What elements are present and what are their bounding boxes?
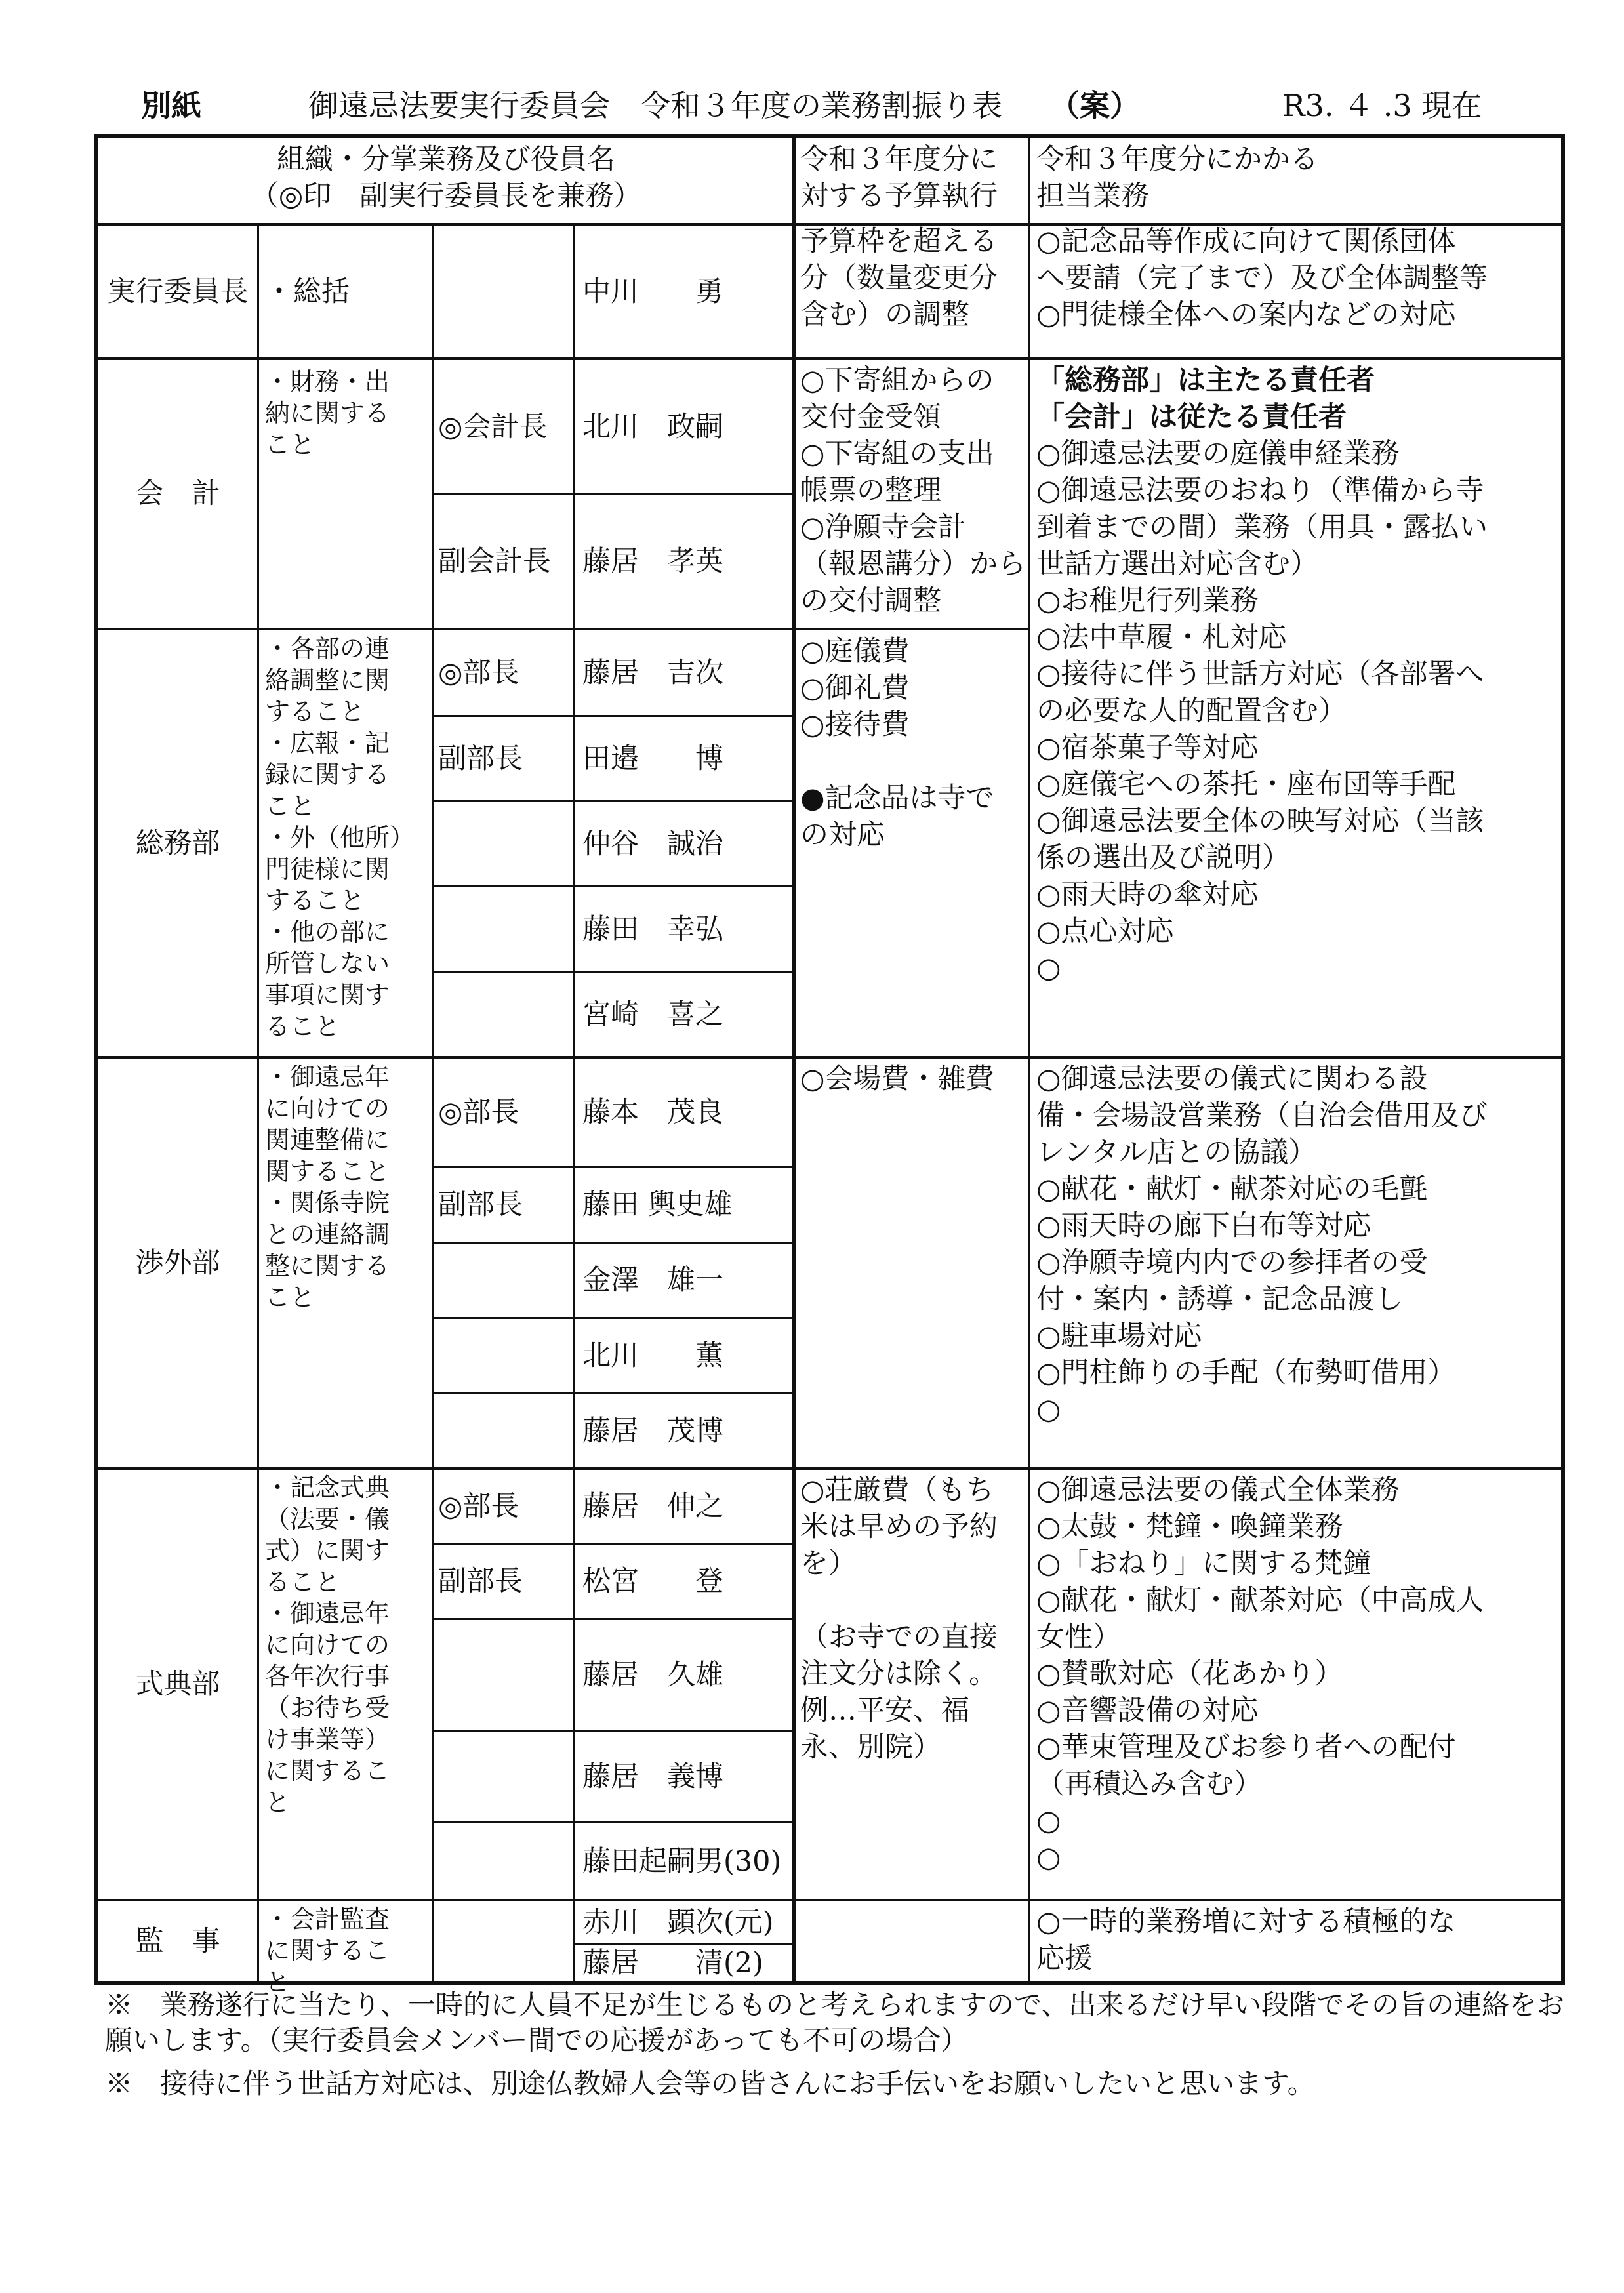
general-label: 総務部 (135, 826, 220, 860)
draft-label: （案） (1049, 88, 1140, 123)
accounting-name-1: 北川 政嗣 (582, 410, 723, 443)
accounting-duty: ・財務・出 納に関する こと (265, 367, 390, 459)
chair-duty: ・総括 (265, 275, 350, 308)
general-role-2: 副部長 (438, 742, 523, 775)
audit-label: 監 事 (135, 1924, 220, 1958)
audit-tasks: ○一時的業務増に対する積極的な 応援 (1036, 1905, 1456, 1975)
date-label: R3. ４ .3 現在 (1282, 88, 1482, 123)
audit-duty: ・会計監査 に関するこ と (265, 1905, 390, 1997)
general-name-3: 仲谷 誠治 (582, 827, 723, 861)
chair-tasks: ○記念品等作成に向けて関係団体 へ要請（完了まで）及び全体調整等 ○門徒様全体への案内などの対応 (1036, 225, 1488, 331)
audit-name-1: 赤川 顕次(元) (582, 1906, 774, 1939)
external-label: 渉外部 (135, 1246, 220, 1280)
external-name-5: 藤居 茂博 (582, 1414, 723, 1448)
attachment-label: 別紙 (141, 88, 201, 123)
accounting-role-1: ◎会計長 (438, 410, 548, 443)
general-name-1: 藤居 吉次 (582, 656, 723, 689)
ceremony-name-5: 藤田起嗣男(30) (582, 1844, 782, 1878)
external-role-2: 副部長 (438, 1188, 523, 1221)
ceremony-budget: ○荘厳費（もち 米は早めの予約 を） （お寺での直接 注文分は除く。 例…平安、福 永、別院） (800, 1474, 998, 1764)
column-header-tasks: 令和３年度分にかかる 担当業務 (1036, 143, 1318, 213)
external-duty: ・御遠忌年 に向けての 関連整備に 関すること ・関係寺院 との連絡調 整に関する こと (265, 1063, 390, 1312)
ceremony-tasks: ○御遠忌法要の儀式全体業務 ○太鼓・梵鐘・喚鐘業務 ○「おねり」に関する梵鐘 ○献花・献灯・献茶対応（中高成人 女性） ○賛歌対応（花あかり） ○音響設備の対応 ○華束管理及びお参り者への配付 （再積込み含む） ○ ○ (1036, 1474, 1484, 1874)
column-header-budget: 令和３年度分に 対する予算執行 (800, 143, 998, 213)
ceremony-label: 式典部 (135, 1668, 220, 1701)
general-tasks: ○御遠忌法要の庭儀申経業務 ○御遠忌法要のおねり（準備から寺 到着までの間）業務（用具・露払い 世話方選出対応含む） ○お稚児行列業務 ○法中草履・札対応 ○接待に伴う世話方対応（各部署へ の必要な人的配置含む） ○宿茶菓子等対応 ○庭儀宅への茶托・座布団等手配 ○御遠忌法要全体の映写対応（当該 係の選出及び説明） ○雨天時の傘対応 ○点心対応 ○ (1036, 437, 1488, 984)
external-name-3: 金澤 雄一 (582, 1264, 723, 1297)
ceremony-name-3: 藤居 久雄 (582, 1658, 723, 1692)
ceremony-role-2: 副部長 (438, 1565, 523, 1598)
ceremony-name-4: 藤居 義博 (582, 1760, 723, 1793)
column-header-org: 組織・分掌業務及び役員名 （◎印 副実行委員長を兼務） (250, 143, 642, 213)
chair-label: 実行委員長 (107, 275, 249, 308)
external-name-1: 藤本 茂良 (582, 1096, 723, 1129)
general-role-1: ◎部長 (438, 656, 519, 689)
external-name-2: 藤田 輿史雄 (582, 1188, 733, 1221)
chair-name: 中川 勇 (582, 275, 723, 308)
general-name-4: 藤田 幸弘 (582, 912, 723, 946)
audit-name-2: 藤居 清(2) (582, 1947, 763, 1979)
accounting-label: 会 計 (135, 477, 220, 510)
footnote-2: ※ 接待に伴う世話方対応は、別途仏教婦人会等の皆さんにお手伝いをお願いしたいと思います。 (105, 2067, 1315, 2100)
general-duty: ・各部の連 絡調整に関 すること ・広報・記 録に関する こと ・外（他所） 門徒様に関 すること ・他の部に 所管しない 事項に関す ること (265, 634, 415, 1041)
chair-budget: 予算枠を超える 分（数量変更分 含む）の調整 (800, 225, 998, 331)
general-budget: ○庭儀費 ○御礼費 ○接待費 ●記念品は寺で の対応 (800, 635, 994, 851)
general-name-2: 田邉 博 (582, 742, 723, 775)
general-tasks-lead: 「総務部」は主たる責任者 「会計」は従たる責任者 (1036, 364, 1375, 434)
ceremony-name-2: 松宮 登 (582, 1565, 723, 1598)
external-budget: ○会場費・雑費 (800, 1063, 994, 1095)
general-name-5: 宮崎 喜之 (582, 998, 723, 1031)
accounting-budget: ○下寄組からの 交付金受領 ○下寄組の支出 帳票の整理 ○浄願寺会計 （報恩講分）から の交付調整 (800, 364, 1026, 617)
ceremony-name-1: 藤居 伸之 (582, 1490, 723, 1523)
document-title: 御遠忌法要実行委員会 令和３年度の業務割振り表 (308, 88, 1002, 123)
external-role-1: ◎部長 (438, 1096, 519, 1129)
footnote-1: ※ 業務遂行に当たり、一時的に人員不足が生じるものと考えられますので、出来るだけ早い段階でその旨の連絡をお願いします。（実行委員会メンバー間での応援があっても不可の場合） (105, 1989, 1565, 2056)
external-tasks: ○御遠忌法要の儀式に関わる設 備・会場設営業務（自治会借用及び レンタル店との協議） ○献花・献灯・献茶対応の毛氈 ○雨天時の廊下白布等対応 ○浄願寺境内内での参拝者の受 付・案内・誘導・記念品渡し ○駐車場対応 ○門柱飾りの手配（布勢町借用） ○ (1036, 1063, 1488, 1426)
external-name-4: 北川 薫 (582, 1339, 723, 1372)
accounting-name-2: 藤居 孝英 (582, 545, 723, 578)
ceremony-duty: ・記念式典 （法要・儀 式）に関す ること ・御遠忌年 に向けての 各年次行事 （お待ち受 け事業等） に関するこ と (265, 1473, 390, 1817)
accounting-role-2: 副会計長 (438, 545, 551, 578)
ceremony-role-1: ◎部長 (438, 1490, 519, 1523)
